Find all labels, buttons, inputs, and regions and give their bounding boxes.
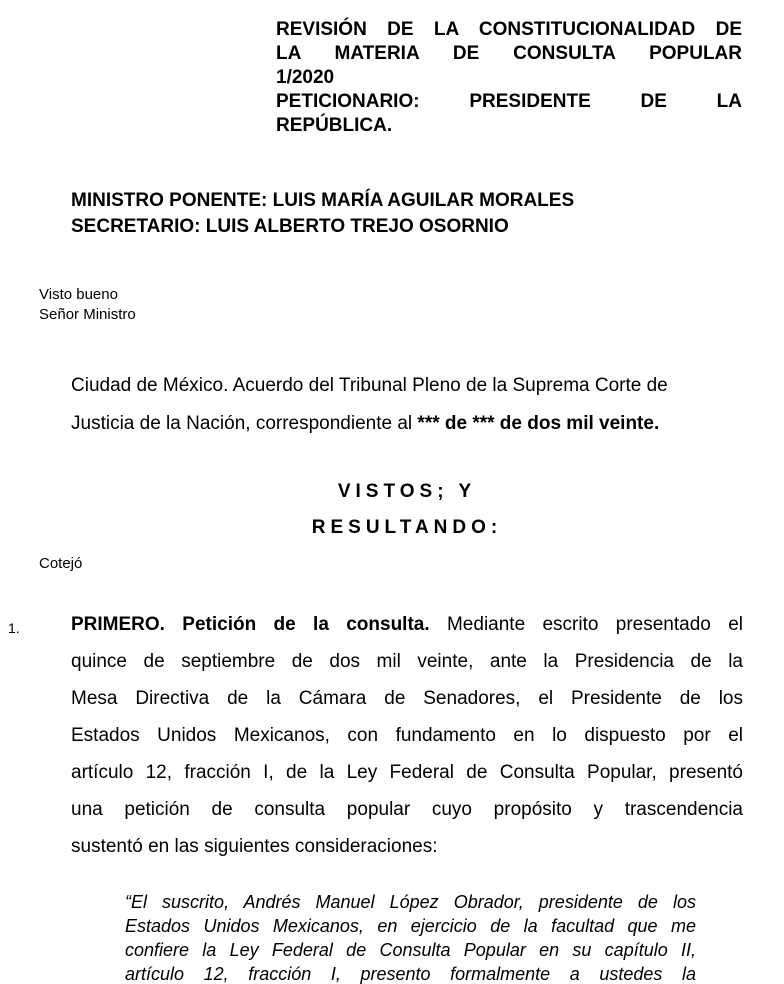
case-header-line-1: REVISIÓN DE LA CONSTITUCIONALIDAD DE bbox=[276, 19, 742, 40]
visto-bueno-line-1: Visto bueno bbox=[39, 286, 118, 303]
case-header-line-2: LA MATERIA DE CONSULTA POPULAR bbox=[276, 43, 742, 64]
intro-line-1: Ciudad de México. Acuerdo del Tribunal Pleno de la Suprema Corte de bbox=[71, 375, 668, 396]
quote-line-4: artículo 12, fracción I, presento formalmente a ustedes la bbox=[125, 964, 696, 984]
intro-line-2-text: Justicia de la Nación, correspondiente al bbox=[71, 413, 418, 434]
case-header bbox=[276, 18, 742, 138]
vistos-heading: VISTOS; Y bbox=[337, 481, 477, 502]
paragraph-lead: PRIMERO. Petición de la consulta. bbox=[71, 614, 430, 635]
block-quote bbox=[125, 890, 696, 984]
paragraph-line-1 bbox=[71, 606, 743, 643]
intro-paragraph bbox=[71, 367, 743, 443]
visto-bueno-line-2: Señor Ministro bbox=[39, 306, 136, 323]
paragraph-primero bbox=[71, 606, 743, 865]
quote-line-3: confiere la Ley Federal de Consulta Popular en su capítulo II, bbox=[125, 940, 696, 960]
paragraph-number: 1. bbox=[8, 620, 20, 636]
paragraph-line-1-rest: Mediante escrito presentado el bbox=[429, 614, 743, 635]
ministro-ponente: MINISTRO PONENTE: LUIS MARÍA AGUILAR MORALES bbox=[71, 190, 575, 211]
secretario: SECRETARIO: LUIS ALBERTO TREJO OSORNIO bbox=[71, 216, 509, 237]
cotejo-note: Cotejó bbox=[39, 555, 83, 572]
intro-date: *** de *** de dos mil veinte. bbox=[417, 413, 660, 434]
petitioner-line-2: REPÚBLICA. bbox=[276, 115, 393, 136]
ponente-block bbox=[71, 188, 751, 240]
paragraph-line-4: Estados Unidos Mexicanos, con fundamento en lo dispuesto por el bbox=[71, 725, 743, 746]
quote-line-1: “El suscrito, Andrés Manuel López Obrador, presidente de los bbox=[125, 892, 696, 912]
visto-bueno-note bbox=[39, 285, 136, 325]
paragraph-line-3: Mesa Directiva de la Cámara de Senadores, el Presidente de los bbox=[71, 688, 743, 709]
quote-line-2: Estados Unidos Mexicanos, en ejercicio de la facultad que me bbox=[125, 916, 696, 936]
petitioner-line: PETICIONARIO: PRESIDENTE DE LA bbox=[276, 91, 742, 112]
paragraph-line-7: sustentó en las siguientes consideraciones: bbox=[71, 836, 438, 857]
case-number: 1/2020 bbox=[276, 67, 335, 88]
paragraph-line-5: artículo 12, fracción I, de la Ley Federal de Consulta Popular, presentó bbox=[71, 762, 743, 783]
resultando-heading: RESULTANDO: bbox=[311, 517, 503, 538]
paragraph-line-2: quince de septiembre de dos mil veinte, ante la Presidencia de la bbox=[71, 651, 743, 672]
intro-line-2 bbox=[71, 405, 743, 443]
paragraph-line-6: una petición de consulta popular cuyo propósito y trascendencia bbox=[71, 799, 743, 820]
